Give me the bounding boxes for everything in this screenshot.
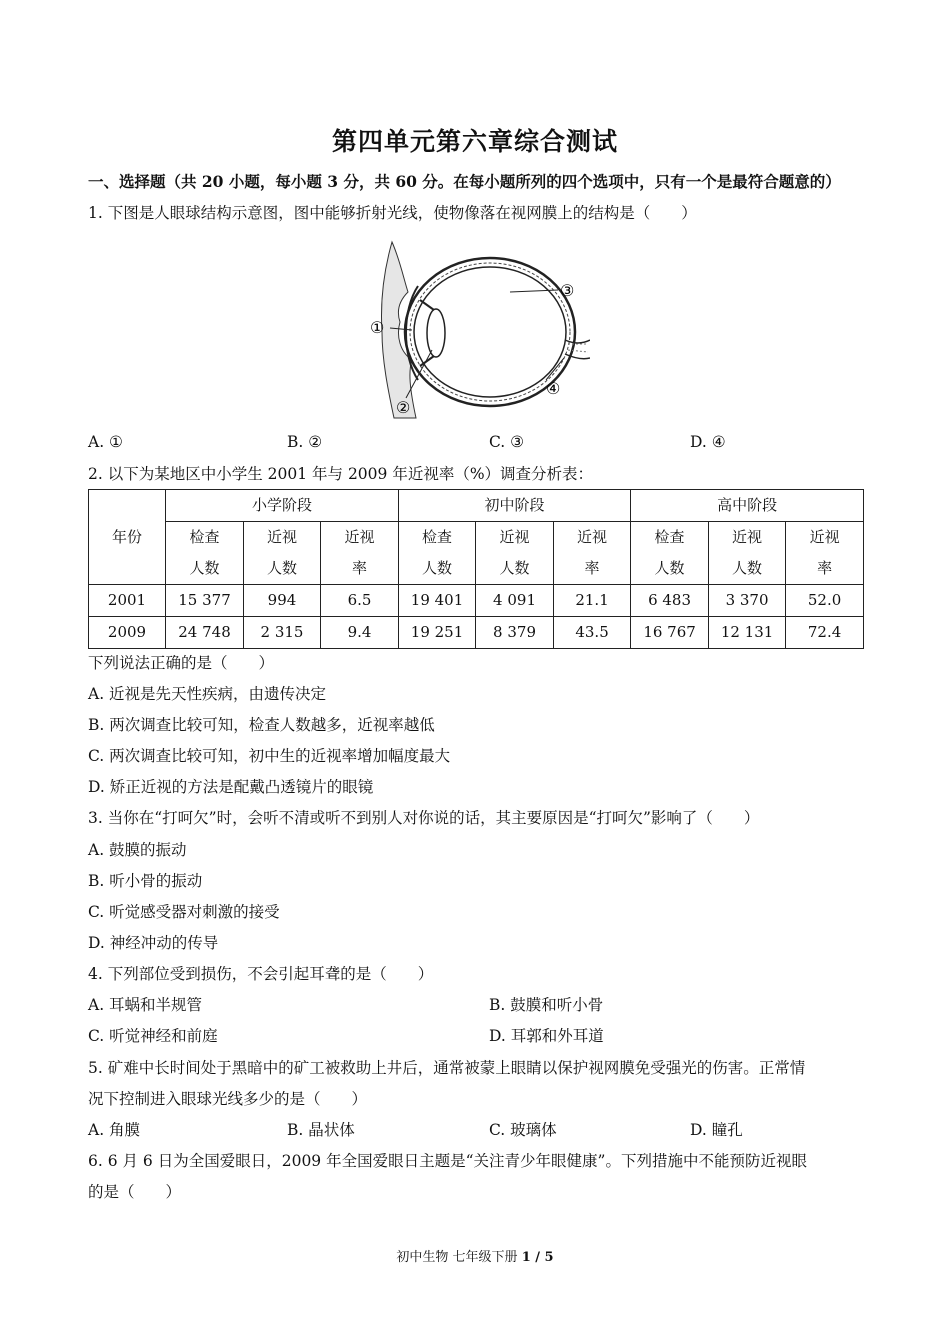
myopia-table bbox=[88, 489, 864, 649]
subheader-line: 率 bbox=[352, 559, 368, 577]
q1-option-c[interactable]: C. ③ bbox=[489, 433, 525, 451]
q3-option-d[interactable]: D. 神经冲动的传导 bbox=[88, 934, 219, 952]
subheader-line: 人数 bbox=[422, 559, 453, 577]
label-3-leader bbox=[510, 290, 558, 292]
q3-option-a[interactable]: A. 鼓膜的振动 bbox=[88, 841, 187, 859]
q5-option-a[interactable]: A. 角膜 bbox=[88, 1121, 141, 1139]
table-cell: 6 483 bbox=[631, 585, 709, 617]
subheader-line: 人数 bbox=[654, 559, 685, 577]
q4-option-b[interactable]: B. 鼓膜和听小骨 bbox=[489, 996, 604, 1014]
stage-header: 高中阶段 bbox=[631, 490, 864, 522]
table-cell: 994 bbox=[244, 585, 321, 617]
subheader-line: 近视 bbox=[499, 528, 530, 546]
subheader-cell bbox=[476, 522, 554, 585]
q4-option-c[interactable]: C. 听觉神经和前庭 bbox=[88, 1027, 218, 1045]
table-cell: 15 377 bbox=[166, 585, 244, 617]
table-cell: 16 767 bbox=[631, 617, 709, 649]
subheader-line: 近视 bbox=[577, 528, 608, 546]
label-3: ③ bbox=[560, 281, 575, 300]
subheader-cell bbox=[166, 522, 244, 585]
q6-stem-line-1: 6. 6 月 6 日为全国爱眼日，2009 年全国爱眼日主题是“关注青少年眼健康”。下列措施中不能预防近视眼 bbox=[88, 1152, 807, 1170]
table-cell: 8 379 bbox=[476, 617, 554, 649]
q2-option-d[interactable]: D. 矫正近视的方法是配戴凸透镜片的眼镜 bbox=[88, 778, 374, 796]
q5-option-d[interactable]: D. 瞳孔 bbox=[690, 1121, 743, 1139]
table-cell: 2 315 bbox=[244, 617, 321, 649]
subheader-line: 率 bbox=[817, 559, 833, 577]
subheader-line: 近视 bbox=[266, 528, 297, 546]
table-cell: 24 748 bbox=[166, 617, 244, 649]
table-cell: 4 091 bbox=[476, 585, 554, 617]
subheader-line: 检查 bbox=[654, 528, 685, 546]
subheader-cell bbox=[321, 522, 399, 585]
subheader-line: 近视 bbox=[732, 528, 763, 546]
eyeball-diagram bbox=[360, 240, 590, 420]
subheader-line: 人数 bbox=[499, 559, 530, 577]
table-header-row bbox=[89, 490, 864, 522]
page-footer bbox=[0, 1246, 950, 1265]
footer-text: 初中生物 七年级下册 bbox=[396, 1250, 522, 1265]
label-4: ④ bbox=[546, 379, 561, 398]
subheader-line: 检查 bbox=[422, 528, 453, 546]
stage-header: 初中阶段 bbox=[399, 490, 631, 522]
section-heading: 一、选择题（共 20 小题，每小题 3 分，共 60 分。在每小题所列的四个选项中，只有一个是最符合题意的） bbox=[88, 172, 841, 191]
q4-stem: 4. 下列部位受到损伤，不会引起耳聋的是（ ） bbox=[88, 965, 434, 983]
q2-option-a[interactable]: A. 近视是先天性疾病，由遗传决定 bbox=[88, 685, 327, 703]
q3-stem: 3. 当你在“打呵欠”时，会听不清或听不到别人对你说的话，其主要原因是“打呵欠”影响了（ ） bbox=[88, 809, 760, 827]
lens-shape bbox=[427, 309, 445, 357]
table-cell: 52.0 bbox=[786, 585, 864, 617]
q2-prompt: 下列说法正确的是（ ） bbox=[88, 654, 275, 672]
page-title: 第四单元第六章综合测试 bbox=[331, 127, 618, 156]
table-subheader-row bbox=[89, 522, 864, 585]
q4-option-a[interactable]: A. 耳蜗和半规管 bbox=[88, 996, 203, 1014]
subheader-cell bbox=[399, 522, 476, 585]
q5-option-c[interactable]: C. 玻璃体 bbox=[489, 1121, 557, 1139]
table-cell: 6.5 bbox=[321, 585, 399, 617]
subheader-line: 近视 bbox=[809, 528, 840, 546]
table-cell: 9.4 bbox=[321, 617, 399, 649]
subheader-line: 检查 bbox=[189, 528, 220, 546]
table-cell: 2009 bbox=[89, 617, 166, 649]
label-2: ② bbox=[396, 398, 411, 417]
q1-option-b[interactable]: B. ② bbox=[287, 433, 323, 451]
q2-option-c[interactable]: C. 两次调查比较可知，初中生的近视率增加幅度最大 bbox=[88, 747, 451, 765]
table-cell: 3 370 bbox=[709, 585, 786, 617]
q5-stem-line-1: 5. 矿难中长时间处于黑暗中的矿工被救助上井后，通常被蒙上眼睛以保护视网膜免受强光的伤害。正常情 bbox=[88, 1059, 806, 1077]
subheader-line: 人数 bbox=[732, 559, 763, 577]
subheader-line: 近视 bbox=[344, 528, 375, 546]
q3-option-b[interactable]: B. 听小骨的振动 bbox=[88, 872, 203, 890]
table-cell: 19 401 bbox=[399, 585, 476, 617]
q5-stem-line-2: 况下控制进入眼球光线多少的是（ ） bbox=[88, 1090, 368, 1108]
table-cell: 12 131 bbox=[709, 617, 786, 649]
table-cell: 21.1 bbox=[554, 585, 631, 617]
q1-stem: 1. 下图是人眼球结构示意图，图中能够折射光线，使物像落在视网膜上的结构是（ ） bbox=[88, 204, 697, 222]
q1-option-d[interactable]: D. ④ bbox=[690, 433, 726, 451]
subheader-cell bbox=[631, 522, 709, 585]
table-row bbox=[89, 585, 864, 617]
q3-option-c[interactable]: C. 听觉感受器对刺激的接受 bbox=[88, 903, 280, 921]
label-1: ① bbox=[370, 318, 385, 337]
stage-header: 小学阶段 bbox=[166, 490, 399, 522]
q2-stem: 2. 以下为某地区中小学生 2001 年与 2009 年近视率（%）调查分析表： bbox=[88, 465, 594, 483]
table-cell: 72.4 bbox=[786, 617, 864, 649]
q2-option-b[interactable]: B. 两次调查比较可知，检查人数越多，近视率越低 bbox=[88, 716, 435, 734]
page-number: 1 / 5 bbox=[521, 1250, 554, 1265]
q1-option-a[interactable]: A. ① bbox=[88, 433, 123, 451]
subheader-line: 人数 bbox=[266, 559, 297, 577]
subheader-cell bbox=[709, 522, 786, 585]
label-4-leader bbox=[546, 358, 564, 380]
table-cell: 2001 bbox=[89, 585, 166, 617]
subheader-cell bbox=[554, 522, 631, 585]
subheader-line: 率 bbox=[584, 559, 600, 577]
q5-option-b[interactable]: B. 晶状体 bbox=[287, 1121, 355, 1139]
year-header: 年份 bbox=[89, 490, 166, 585]
q6-stem-line-2: 的是（ ） bbox=[88, 1183, 182, 1201]
table-row bbox=[89, 617, 864, 649]
subheader-line: 人数 bbox=[189, 559, 220, 577]
subheader-cell bbox=[786, 522, 864, 585]
subheader-cell bbox=[244, 522, 321, 585]
table-cell: 43.5 bbox=[554, 617, 631, 649]
table-cell: 19 251 bbox=[399, 617, 476, 649]
q4-option-d[interactable]: D. 耳郭和外耳道 bbox=[489, 1027, 604, 1045]
